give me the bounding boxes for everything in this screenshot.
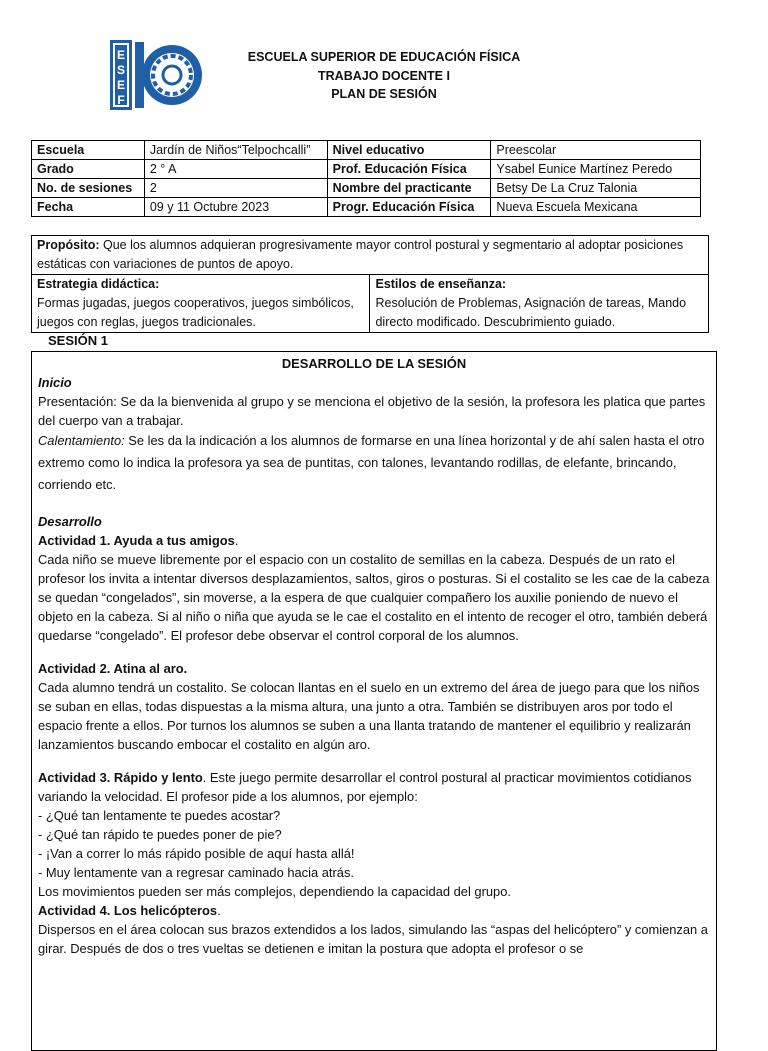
- list-item: - ¿Qué tan lentamente te puedes acostar?: [38, 808, 281, 823]
- session-title: DESARROLLO DE LA SESIÓN: [281, 356, 467, 371]
- info-value: 2: [144, 179, 327, 198]
- strategy-label: Estrategia didáctica:: [37, 277, 160, 291]
- table-row: [32, 160, 701, 179]
- warmup-label: Calentamiento:: [38, 433, 125, 448]
- document-header: [200, 48, 568, 104]
- activity-1-title: Actividad 1. Ayuda a tus amigos: [38, 533, 235, 548]
- purpose-table: [31, 235, 709, 333]
- activity-4-title-line: [38, 901, 710, 920]
- styles-label: Estilos de enseñanza:: [375, 277, 507, 291]
- table-row: [32, 179, 701, 198]
- list-item: - ¡Van a correr lo más rápido posible de aquí hasta allá!: [38, 846, 355, 861]
- school-logo: [108, 38, 208, 112]
- table-row: [32, 141, 701, 160]
- info-label: Grado: [32, 160, 145, 179]
- activity-2-text: Cada alumno tendrá un costalito. Se colocan llantas en el suelo en un extremo del área de juego para que los niños se suban en ellas, todas dispuestas a la misma altura, una junto a otra. También se distribuyen aros por todo el espacio frente a ellos. Por turnos los alumnos se suben a una llanta tratando de mantener el equilibrio y realizarán lanzamientos buscando embocar el costalito en algún aro.: [38, 680, 700, 752]
- info-value: Preescolar: [491, 141, 701, 160]
- activity-1-title-line: [38, 531, 710, 550]
- header-doc-type: PLAN DE SESIÓN: [331, 87, 437, 101]
- styles-text: Resolución de Problemas, Asignación de tareas, Mando directo modificado. Descubrimiento guiado.: [375, 296, 687, 329]
- strategy-cell: [32, 275, 370, 333]
- info-label: Prof. Educación Física: [327, 160, 491, 179]
- info-value: Betsy De La Cruz Talonia: [491, 179, 701, 198]
- session-box: [31, 351, 717, 1051]
- logo-letter-2: S: [116, 63, 126, 77]
- info-label: Progr. Educación Física: [327, 198, 491, 217]
- logo-letter-4: F: [117, 93, 125, 107]
- styles-cell: [370, 275, 709, 333]
- activity-4-dot: .: [217, 903, 221, 918]
- logo-letter-3: E: [116, 78, 126, 92]
- info-label: Fecha: [32, 198, 145, 217]
- warmup-text: Se les da la indicación a los alumnos de formarse en una línea horizontal y de ahí salen hasta el otro extremo como lo indica la profesora ya sea de puntitas, con talones, levantando rodillas, de elefante, brincando, corriendo etc.: [38, 433, 705, 492]
- activity-3-end: Los movimientos pueden ser más complejos, dependiendo la capacidad del grupo.: [38, 884, 511, 899]
- list-item: - Muy lentamente van a regresar caminado hacia atrás.: [38, 865, 354, 880]
- info-label: No. de sesiones: [32, 179, 145, 198]
- table-row: [32, 198, 701, 217]
- table-row: [32, 275, 709, 333]
- activity-3-title: Actividad 3. Rápido y lento: [38, 770, 203, 785]
- activity-4-text: Dispersos en el área colocan sus brazos extendidos a los lados, simulando las “aspas del helicóptero” y comienzan a girar. Después de dos o tres vueltas se detienen e imitan la postura que adopta el profesor o se: [38, 922, 708, 956]
- info-value: 09 y 11 Octubre 2023: [144, 198, 327, 217]
- info-label: Escuela: [32, 141, 145, 160]
- table-row: [32, 236, 709, 275]
- warmup-paragraph: [38, 430, 710, 496]
- header-subject: TRABAJO DOCENTE I: [318, 68, 450, 83]
- purpose-label: Propósito:: [37, 238, 100, 252]
- section-inicio: Inicio: [38, 375, 72, 390]
- activity-1-text: Cada niño se mueve libremente por el espacio con un costalito de semillas en la cabeza. Después de un rato el profesor los invita a intentar diversos desplazamientos, saltos, giros o posturas. Si el costalito se les cae de la cabeza se quedan “congelados”, sin moverse, a la espera de que cualquier compañero los auxilie poniendo de nuevo el objeto en la cabeza. Si al niño o niña que ayuda se le cae el costalito en el intento de recoger el otro, también deberá quedarse “congelado”. El profesor debe observar el control corporal de los alumnos.: [38, 552, 710, 643]
- purpose-text: Que los alumnos adquieran progresivamente mayor control postural y segmentario al adoptar posiciones estáticas con variaciones de puntos de apoyo.: [37, 238, 684, 271]
- activity-2-title: Actividad 2. Atina al aro.: [38, 661, 188, 676]
- purpose-cell: [32, 236, 709, 275]
- info-table: [31, 140, 701, 217]
- section-desarrollo: Desarrollo: [38, 514, 102, 529]
- activity-1-dot: .: [234, 533, 239, 548]
- presentation-text: Presentación: Se da la bienvenida al grupo y se menciona el objetivo de la sesión, la profesora les platica que partes del cuerpo van a trabajar.: [38, 394, 706, 428]
- info-label: Nivel educativo: [327, 141, 491, 160]
- activity-3-paragraph: [38, 768, 710, 806]
- info-value: Nueva Escuela Mexicana: [491, 198, 701, 217]
- info-value: Ysabel Eunice Martínez Peredo: [491, 160, 701, 179]
- list-item: - ¿Qué tan rápido te puedes poner de pie?: [38, 827, 282, 842]
- header-school: ESCUELA SUPERIOR DE EDUCACIÓN FÍSICA: [247, 50, 521, 64]
- info-value: 2 ° A: [144, 160, 327, 179]
- activity-4-title: Actividad 4. Los helicópteros: [38, 903, 218, 918]
- info-value: Jardín de Niños“Telpochcalli”: [144, 141, 327, 160]
- logo-letter-1: E: [116, 48, 126, 62]
- info-label: Nombre del practicante: [327, 179, 491, 198]
- session-heading: SESIÓN 1: [48, 333, 108, 348]
- activity-3-text: . Este juego permite desarrollar el control postural al practicar movimientos cotidianos variando la velocidad. El profesor pide a los alumnos, por ejemplo:: [38, 770, 692, 804]
- strategy-text: Formas jugadas, juegos cooperativos, juegos simbólicos, juegos con reglas, juegos tradicionales.: [37, 296, 354, 329]
